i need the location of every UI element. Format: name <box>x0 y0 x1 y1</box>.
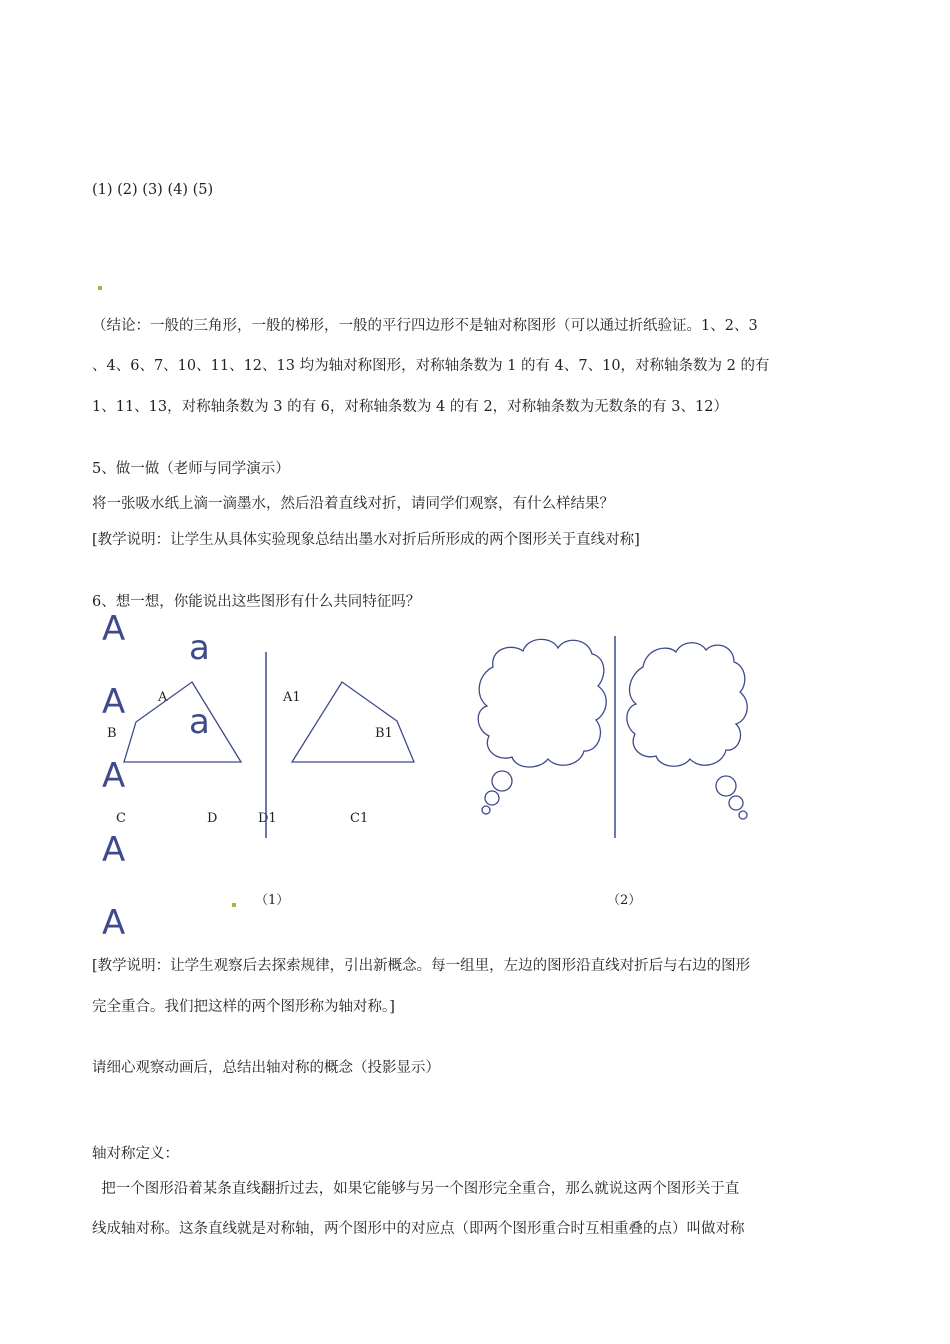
cloud-bubble <box>482 806 490 814</box>
section6-heading: 6、想一想，你能说出这些图形有什么共同特征吗？ <box>92 594 421 610</box>
conclusion-line-3: 1、11、13，对称轴条数为 3 的有 6，对称轴条数为 4 的有 2，对称轴条数为无数条的有 3、12） <box>92 399 728 415</box>
observe-line: 请细心观察动画后，总结出轴对称的概念（投影显示） <box>92 1060 440 1076</box>
cloud-right <box>627 643 747 766</box>
big-letter: A <box>102 756 126 796</box>
cloud-bubble <box>739 811 747 819</box>
vertex-label-c: C <box>116 811 126 826</box>
big-letter: A <box>102 830 126 870</box>
vertex-label-d1: D1 <box>258 811 277 826</box>
vertex-label-b: B <box>107 726 117 741</box>
quadrilateral-left <box>124 682 241 762</box>
cloud-bubble <box>729 796 743 810</box>
figure-caption-1: （1） <box>255 893 290 908</box>
vertex-label-a: A <box>158 690 168 705</box>
decorative-dot <box>232 903 236 907</box>
conclusion-line-2: 、4、6、7、10、11、12、13 均为轴对称图形，对称轴条数为 1 的有 4、7、10，对称轴条数为 2 的有 <box>92 358 770 374</box>
vertex-label-b1: B1 <box>375 726 393 741</box>
big-letter: A <box>102 682 126 722</box>
cloud-bubble <box>716 776 736 796</box>
cloud-bubble <box>492 771 512 791</box>
figure-numbers-line: (1) (2) (3) (4) (5) <box>92 182 214 198</box>
conclusion-line-1: （结论：一般的三角形，一般的梯形，一般的平行四边形不是轴对称图形（可以通过折纸验证。1、2、3 <box>92 318 758 334</box>
cloud-left <box>478 639 606 767</box>
big-letter: a <box>189 702 210 742</box>
big-letter: A <box>102 609 126 649</box>
section5-note: [教学说明：让学生从具体实验现象总结出墨水对折后所形成的两个图形关于直线对称] <box>92 532 640 548</box>
definition-title: 轴对称定义： <box>92 1146 179 1162</box>
big-letter: a <box>189 628 210 668</box>
section5-text: 将一张吸水纸上滴一滴墨水，然后沿着直线对折，请同学们观察，有什么样结果？ <box>92 496 614 512</box>
cloud-bubble <box>485 791 499 805</box>
section5-heading: 5、做一做（老师与同学演示） <box>92 461 290 477</box>
vertex-label-d: D <box>207 811 218 826</box>
definition-line-1: 把一个图形沿着某条直线翻折过去，如果它能够与另一个图形完全重合，那么就说这两个图形关于直 <box>92 1181 740 1197</box>
definition-line-2: 线成轴对称。这条直线就是对称轴，两个图形中的对应点（即两个图形重合时互相重叠的点）叫做对称 <box>92 1221 745 1237</box>
vertex-label-a1: A1 <box>283 690 301 705</box>
figure-caption-2: （2） <box>607 893 642 908</box>
big-letter: A <box>102 903 126 943</box>
note2-line-1: [教学说明：让学生观察后去探索规律，引出新概念。每一组里，左边的图形沿直线对折后与右边的图形 <box>92 958 751 974</box>
note2-line-2: 完全重合。我们把这样的两个图形称为轴对称。] <box>92 999 395 1015</box>
vertex-label-c1: C1 <box>350 811 369 826</box>
quadrilateral-right <box>292 682 414 762</box>
